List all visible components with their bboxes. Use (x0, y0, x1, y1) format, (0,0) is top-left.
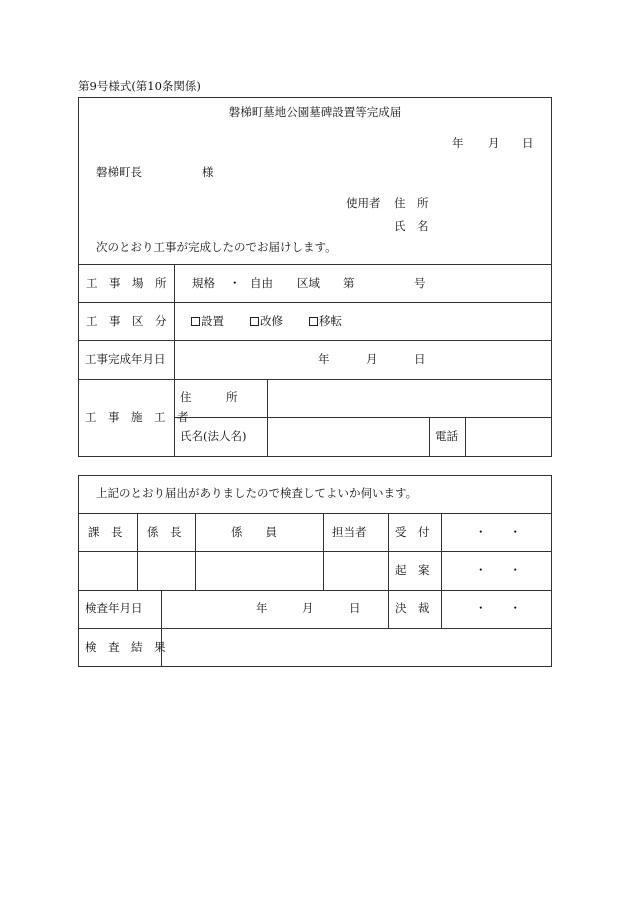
location-jiyu: 自由 (250, 276, 273, 290)
form-number: 第9号様式(第10条関係) (78, 79, 201, 93)
column-divider (388, 513, 389, 628)
applicant-address-label: 住 所 (394, 196, 429, 210)
location-go: 号 (414, 276, 426, 290)
category-option-iten[interactable]: 移転 (309, 316, 342, 328)
applicant-name-label: 氏 名 (394, 219, 429, 233)
completion-date-label: 工事完成年月日 (85, 352, 166, 366)
checkbox-icon[interactable] (191, 317, 200, 326)
addressee-honorific: 様 (202, 165, 214, 179)
checkbox-icon[interactable] (309, 317, 318, 326)
column-divider (465, 417, 466, 456)
inspection-month: 月 (302, 601, 314, 615)
completion-year: 年 (318, 352, 330, 366)
row-divider (78, 379, 552, 380)
phone-label: 電話 (435, 429, 458, 443)
completion-month: 月 (366, 352, 378, 366)
checkbox-icon[interactable] (250, 317, 259, 326)
column-divider (137, 513, 138, 590)
row-divider (78, 628, 552, 629)
row-divider (78, 590, 552, 591)
kessai-label: 決 裁 (395, 601, 430, 615)
completion-day: 日 (414, 352, 426, 366)
uketsuke-label: 受 付 (395, 525, 430, 539)
column-divider (161, 590, 162, 667)
column-divider (441, 513, 442, 628)
kessai-date-dots: ・ ・ (475, 601, 521, 615)
contractor-address-label: 住 所 (180, 390, 238, 404)
column-divider (195, 513, 196, 590)
uketsuke-date-dots: ・ ・ (475, 525, 521, 539)
location-kikaku: 規格 (192, 276, 215, 290)
inspection-day: 日 (349, 601, 361, 615)
contractor-name-label: 氏名(法人名) (180, 429, 247, 443)
kian-label: 起 案 (395, 563, 430, 577)
location-dot: ・ (229, 276, 241, 290)
header-kakaricho: 係 長 (147, 525, 182, 539)
header-kacho: 課 長 (88, 525, 123, 539)
row-divider (174, 417, 552, 418)
row-divider (78, 340, 552, 341)
inspection-year: 年 (256, 601, 268, 615)
row-divider (78, 264, 552, 265)
location-label: 工 事 場 所 (86, 276, 167, 290)
header-kakariin: 係 員 (231, 525, 277, 539)
column-divider (267, 379, 268, 456)
location-kuiki: 区域 (297, 276, 320, 290)
category-option-secchi[interactable]: 設置 (191, 316, 224, 328)
column-divider (174, 264, 175, 456)
office-statement: 上記のとおり届出がありましたので検査してよいか伺います。 (96, 486, 418, 500)
column-divider (429, 417, 430, 456)
location-dai: 第 (343, 276, 355, 290)
category-option-kaishu[interactable]: 改修 (250, 316, 283, 328)
row-divider (78, 302, 552, 303)
kian-date-dots: ・ ・ (475, 563, 521, 577)
category-label: 工 事 区 分 (86, 314, 167, 328)
row-divider (78, 551, 388, 552)
column-divider (323, 513, 324, 590)
date-year: 年 (452, 136, 464, 150)
addressee-mayor: 磐梯町長 (96, 165, 142, 179)
applicant-user-label: 使用者 (346, 196, 381, 210)
row-divider (78, 513, 552, 514)
form-title: 磐梯町墓地公園墓碑設置等完成届 (228, 105, 402, 119)
intro-text: 次のとおり工事が完成したのでお届けします。 (96, 240, 337, 254)
row-divider (388, 551, 552, 552)
contractor-label: 工 事 施 工 者 (85, 410, 189, 424)
inspection-result-label: 検 査 結 果 (85, 640, 166, 654)
header-tanto: 担当者 (332, 525, 367, 539)
date-month: 月 (488, 136, 500, 150)
date-day: 日 (522, 136, 534, 150)
inspection-date-label: 検査年月日 (85, 601, 143, 615)
